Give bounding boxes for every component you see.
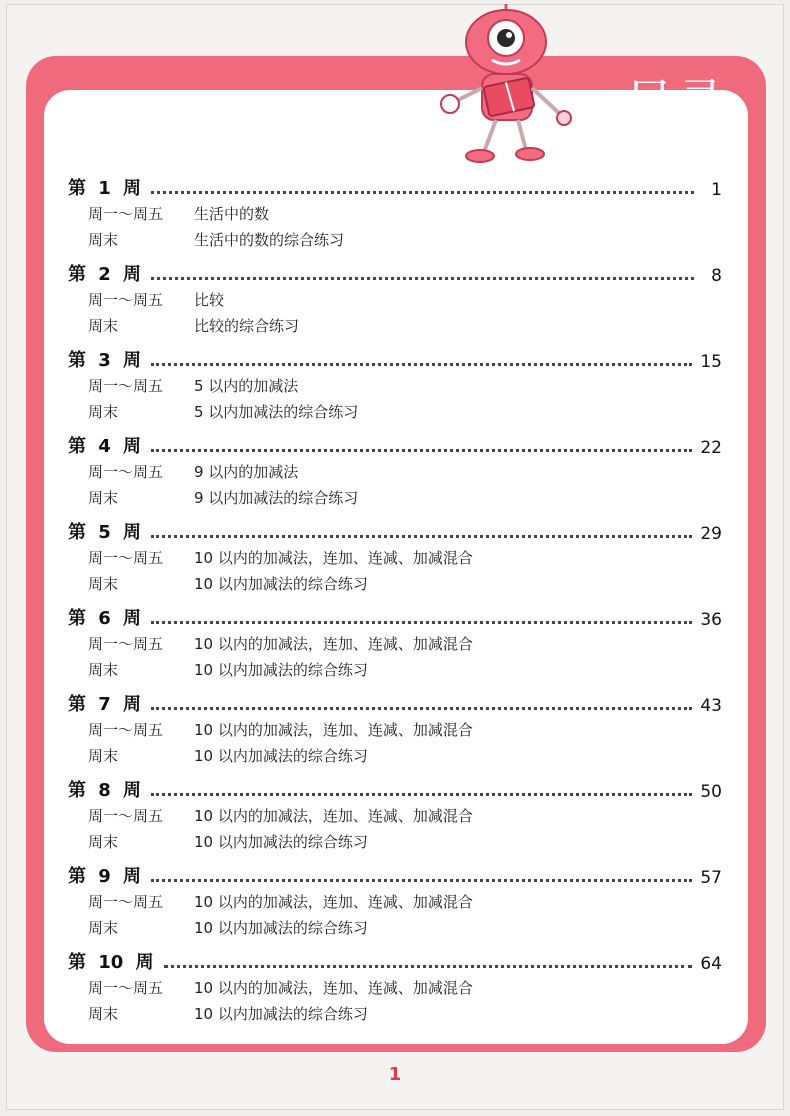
- weekend-entry: [68, 484, 722, 510]
- week-heading[interactable]: [68, 772, 722, 802]
- week-label: 第 8 周: [68, 780, 142, 801]
- entry-topic: 生活中的数的综合练习: [194, 230, 345, 249]
- week-label: 第 7 周: [68, 694, 142, 715]
- dot-leader: [151, 706, 692, 710]
- table-of-contents: [68, 170, 722, 1030]
- dot-leader: [151, 190, 694, 194]
- entry-topic: 10 以内的加减法，连加、连减、加减混合: [194, 978, 473, 997]
- week-entry: [68, 514, 722, 600]
- entry-label: 周一～周五: [88, 892, 164, 911]
- weekday-entry: [68, 974, 722, 1000]
- weekday-entry: [68, 286, 722, 312]
- week-entry: [68, 686, 722, 772]
- entry-label: 周一～周五: [88, 462, 164, 481]
- entry-label: 周末: [88, 832, 119, 851]
- week-entry: [68, 342, 722, 428]
- entry-label: 周一～周五: [88, 978, 164, 997]
- week-page-number: 36: [700, 610, 722, 630]
- entry-label: 周末: [88, 918, 119, 937]
- entry-label: 周一～周五: [88, 290, 164, 309]
- entry-label: 周末: [88, 574, 119, 593]
- week-label: 第 9 周: [68, 866, 142, 887]
- weekday-entry: [68, 888, 722, 914]
- week-page-number: 8: [711, 266, 722, 286]
- entry-label: 周一～周五: [88, 806, 164, 825]
- dot-leader: [151, 620, 692, 624]
- entry-topic: 9 以内的加减法: [194, 462, 299, 481]
- weekend-entry: [68, 570, 722, 596]
- week-page-number: 64: [700, 954, 722, 974]
- page-number: 1: [388, 1064, 402, 1085]
- week-heading[interactable]: [68, 256, 722, 286]
- entry-label: 周一～周五: [88, 376, 164, 395]
- week-heading[interactable]: [68, 170, 722, 200]
- week-page-number: 1: [711, 180, 722, 200]
- week-entry: [68, 944, 722, 1030]
- entry-topic: 10 以内加减法的综合练习: [194, 746, 368, 765]
- weekday-entry: [68, 802, 722, 828]
- entry-label: 周末: [88, 488, 119, 507]
- weekend-entry: [68, 914, 722, 940]
- week-entry: [68, 858, 722, 944]
- entry-label: 周一～周五: [88, 634, 164, 653]
- week-page-number: 50: [700, 782, 722, 802]
- week-label: 第 5 周: [68, 522, 142, 543]
- week-heading[interactable]: [68, 858, 722, 888]
- week-label: 第 2 周: [68, 264, 142, 285]
- week-page-number: 57: [700, 868, 722, 888]
- weekday-entry: [68, 544, 722, 570]
- weekend-entry: [68, 742, 722, 768]
- week-heading[interactable]: [68, 944, 722, 974]
- week-heading[interactable]: [68, 342, 722, 372]
- week-entry: [68, 170, 722, 256]
- week-heading[interactable]: [68, 428, 722, 458]
- entry-label: 周末: [88, 660, 119, 679]
- entry-topic: 10 以内的加减法，连加、连减、加减混合: [194, 634, 473, 653]
- dot-leader: [151, 276, 694, 280]
- week-heading[interactable]: [68, 514, 722, 544]
- entry-topic: 10 以内的加减法，连加、连减、加减混合: [194, 806, 473, 825]
- entry-label: 周末: [88, 746, 119, 765]
- dot-leader: [151, 878, 692, 882]
- entry-label: 周一～周五: [88, 720, 164, 739]
- week-label: 第 4 周: [68, 436, 142, 457]
- entry-topic: 生活中的数: [194, 204, 270, 223]
- entry-label: 周末: [88, 316, 119, 335]
- week-heading[interactable]: [68, 686, 722, 716]
- week-page-number: 43: [700, 696, 722, 716]
- entry-topic: 比较的综合练习: [194, 316, 300, 335]
- week-label: 第 3 周: [68, 350, 142, 371]
- weekend-entry: [68, 312, 722, 338]
- dot-leader: [164, 964, 693, 968]
- week-entry: [68, 600, 722, 686]
- weekend-entry: [68, 1000, 722, 1026]
- weekend-entry: [68, 226, 722, 252]
- dot-leader: [151, 362, 692, 366]
- dot-leader: [151, 534, 692, 538]
- dot-leader: [151, 448, 692, 452]
- weekday-entry: [68, 458, 722, 484]
- week-heading[interactable]: [68, 600, 722, 630]
- week-entry: [68, 428, 722, 514]
- weekday-entry: [68, 630, 722, 656]
- entry-label: 周末: [88, 1004, 119, 1023]
- weekday-entry: [68, 716, 722, 742]
- week-entry: [68, 772, 722, 858]
- week-page-number: 15: [700, 352, 722, 372]
- dot-leader: [151, 792, 692, 796]
- entry-topic: 10 以内的加减法，连加、连减、加减混合: [194, 892, 473, 911]
- entry-topic: 10 以内加减法的综合练习: [194, 1004, 368, 1023]
- weekday-entry: [68, 200, 722, 226]
- entry-topic: 10 以内加减法的综合练习: [194, 832, 368, 851]
- week-page-number: 22: [700, 438, 722, 458]
- entry-topic: 10 以内加减法的综合练习: [194, 660, 368, 679]
- week-page-number: 29: [700, 524, 722, 544]
- week-label: 第 1 周: [68, 178, 142, 199]
- entry-label: 周一～周五: [88, 204, 164, 223]
- weekday-entry: [68, 372, 722, 398]
- entry-topic: 5 以内加减法的综合练习: [194, 402, 359, 421]
- entry-label: 周末: [88, 402, 119, 421]
- robot-mascot-icon: [410, 4, 606, 174]
- week-label: 第 6 周: [68, 608, 142, 629]
- weekend-entry: [68, 828, 722, 854]
- week-label: 第 10 周: [68, 952, 154, 973]
- entry-label: 周一～周五: [88, 548, 164, 567]
- weekend-entry: [68, 656, 722, 682]
- entry-topic: 10 以内加减法的综合练习: [194, 918, 368, 937]
- entry-topic: 10 以内加减法的综合练习: [194, 574, 368, 593]
- entry-label: 周末: [88, 230, 119, 249]
- entry-topic: 10 以内的加减法，连加、连减、加减混合: [194, 720, 473, 739]
- page-title: 目录: [624, 74, 729, 130]
- entry-topic: 9 以内加减法的综合练习: [194, 488, 359, 507]
- entry-topic: 5 以内的加减法: [194, 376, 299, 395]
- weekend-entry: [68, 398, 722, 424]
- week-entry: [68, 256, 722, 342]
- entry-topic: 比较: [194, 290, 225, 309]
- entry-topic: 10 以内的加减法，连加、连减、加减混合: [194, 548, 473, 567]
